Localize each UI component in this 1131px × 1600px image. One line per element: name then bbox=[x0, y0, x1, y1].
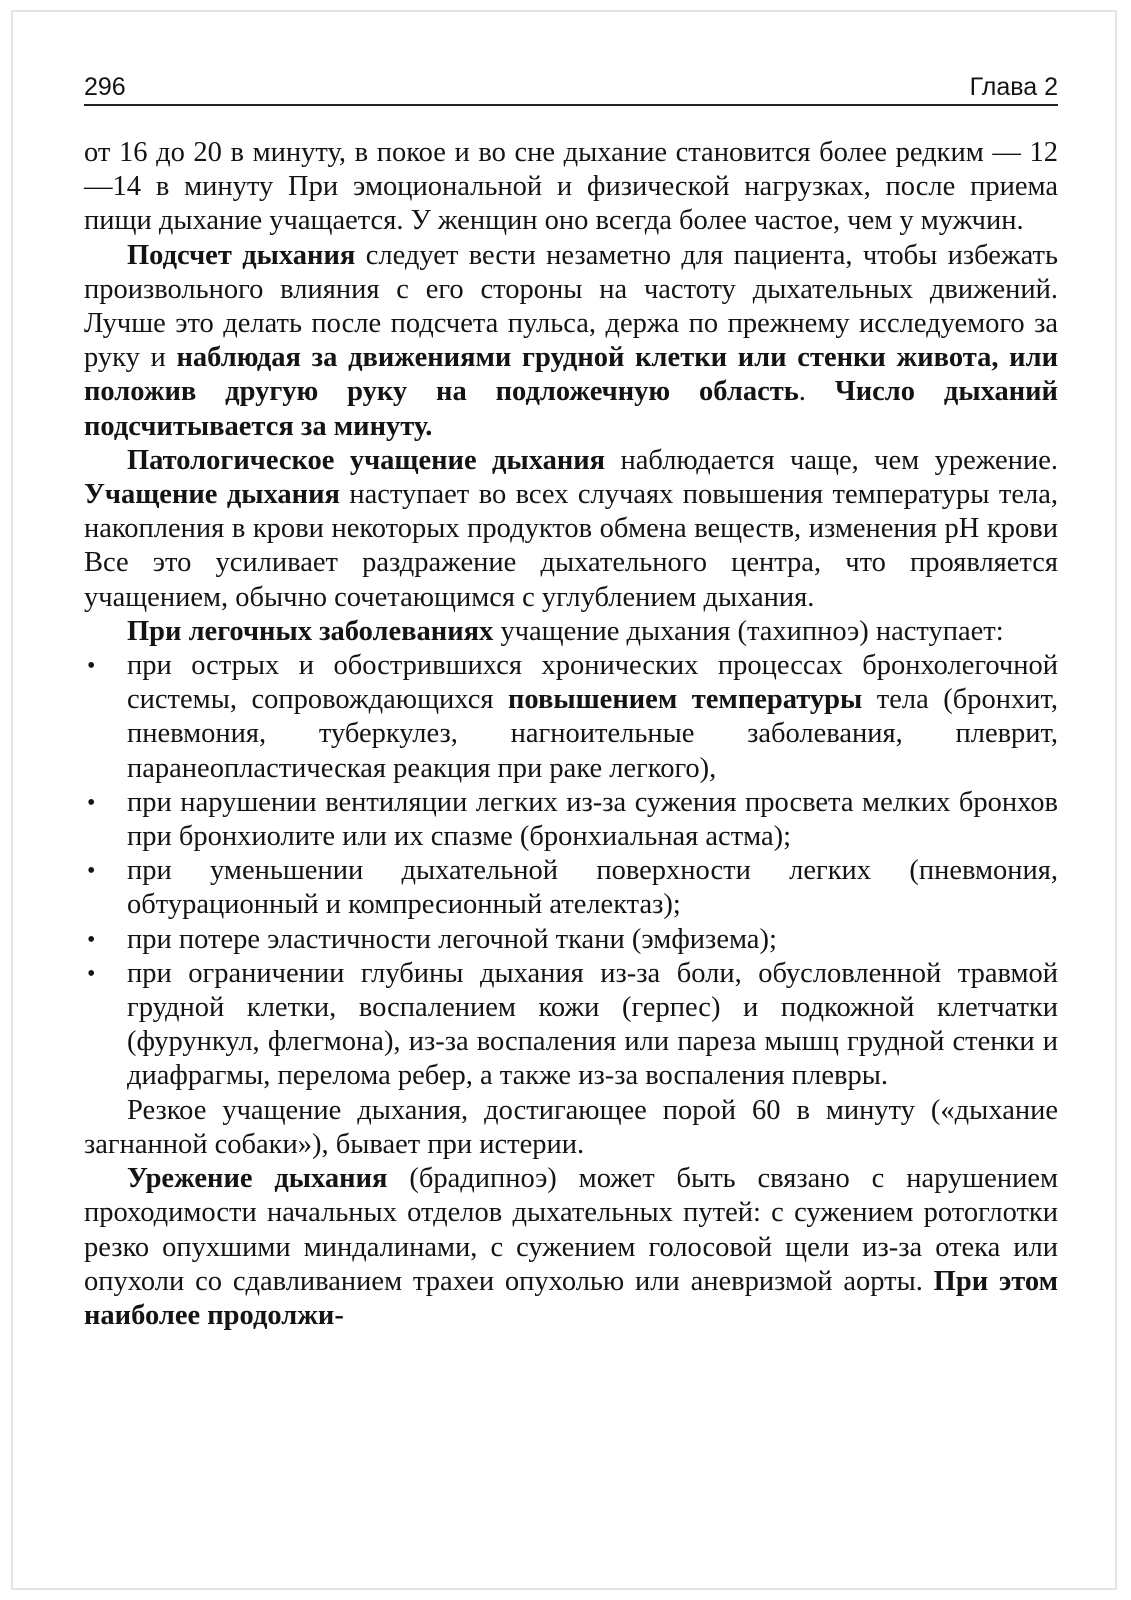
running-header bbox=[84, 70, 1058, 106]
list-item bbox=[84, 957, 1058, 1094]
paragraph-text: учащение дыхания (тахипноэ) наступает: bbox=[493, 615, 1004, 647]
bold-term: Урежение дыхания bbox=[127, 1163, 388, 1195]
list-item-text: при ограничении глубины дыхания из-за боли, обусловленной травмой грудной клетки, воспалением кожи (герпес) и подкожной клетчатки (фурункул, флегмона), из-за воспаления или пареза мышц грудной стенки и диафрагмы, перелома ребер, а также из-за воспаления плевры. bbox=[127, 957, 1058, 1092]
list-item-text: при острых и обострившихся хронических процессах бронхолегочной системы, сопровождающихся bbox=[127, 650, 1058, 716]
list-item-text: при потере эластичности легочной ткани (эмфизема); bbox=[127, 923, 777, 955]
paragraph-1: от 16 до 20 в минуту, в покое и во сне дыхание становится более редким — 12—14 в минуту При эмоциональной и физической нагрузках, после приема пищи дыхание учащается. У женщин оно всегда более частое, чем у мужчин. bbox=[84, 137, 1058, 237]
body-text bbox=[84, 136, 1058, 1333]
paragraph-6 bbox=[84, 1162, 1058, 1333]
paragraph-text: следует вести незаметно для пациента, чтобы избежать произвольного влияния с его стороны на частоту дыхательных движений. Лучше это делать после подсчета пульса, держа по прежнему исследуемого за руку и bbox=[84, 239, 1058, 374]
list-item bbox=[84, 649, 1058, 786]
bullet-icon: • bbox=[87, 653, 96, 680]
bullet-icon: • bbox=[87, 960, 96, 987]
bold-term: При легочных заболеваниях bbox=[127, 615, 494, 647]
list-item bbox=[84, 786, 1058, 854]
chapter-title: Глава 2 bbox=[969, 73, 1058, 101]
list-item-text: при нарушении вентиляции легких из-за сужения просвета мелких бронхов при бронхиолите или их спазме (бронхиальная астма); bbox=[127, 786, 1058, 853]
bullet-icon: • bbox=[87, 789, 96, 816]
paragraph-text: . bbox=[798, 376, 835, 408]
bold-term: Учащение дыхания bbox=[84, 479, 340, 511]
bold-term: Патологическое учащение дыхания bbox=[127, 444, 606, 476]
list-item bbox=[84, 923, 1058, 957]
bold-phrase: При этом наиболее продолжи- bbox=[84, 1265, 1059, 1331]
list-item-text: тела (бронхит, пневмония, туберкулез, нагноительные заболевания, плеврит, паранеопластическая реакция при раке легкого), bbox=[127, 684, 1058, 784]
paragraph-5: Резкое учащение дыхания, достигающее порой 60 в минуту («дыхание загнанной собаки»), бывает при истерии. bbox=[84, 1094, 1058, 1160]
paragraph-3 bbox=[84, 444, 1058, 615]
paragraph-4 bbox=[84, 615, 1058, 649]
list-item-text: при уменьшении дыхательной поверхности легких (пневмония, обтурационный и компресионный ателектаз); bbox=[127, 855, 1058, 921]
list-item bbox=[84, 854, 1058, 922]
paragraph-text: наблюдается чаще, чем урежение. bbox=[605, 444, 1058, 476]
paragraph-text: (брадипноэ) может быть связано с нарушением проходимости начальных отделов дыхательных путей: с сужением ротоглотки резко опухшими миндалинами, с сужением голосовой щели из-за отека или опухоли со сдавливанием трахеи опухолью или аневризмой аорты. bbox=[84, 1163, 1059, 1297]
bullet-icon: • bbox=[87, 926, 96, 953]
bullet-list bbox=[84, 649, 1058, 1094]
paragraph-text: наступает во всех случаях повышения температуры тела, накопления в крови некоторых продуктов обмена веществ, изменения pH крови Все это усиливает раздражение дыхательного центра, что проявляется учащением, обычно сочетающимся с углублением дыхания. bbox=[84, 479, 1058, 613]
bold-phrase: Число дыханий подсчитывается за минуту. bbox=[84, 376, 1058, 442]
bold-phrase: повышением температуры bbox=[508, 684, 863, 716]
bullet-icon: • bbox=[87, 858, 96, 885]
paragraph-2 bbox=[84, 239, 1058, 444]
page-number: 296 bbox=[84, 73, 126, 101]
bold-phrase: наблюдая за движениями грудной клетки или стенки живота, или положив другую руку на подложечную область bbox=[84, 342, 1058, 408]
bold-term: Подсчет дыхания bbox=[127, 239, 356, 271]
